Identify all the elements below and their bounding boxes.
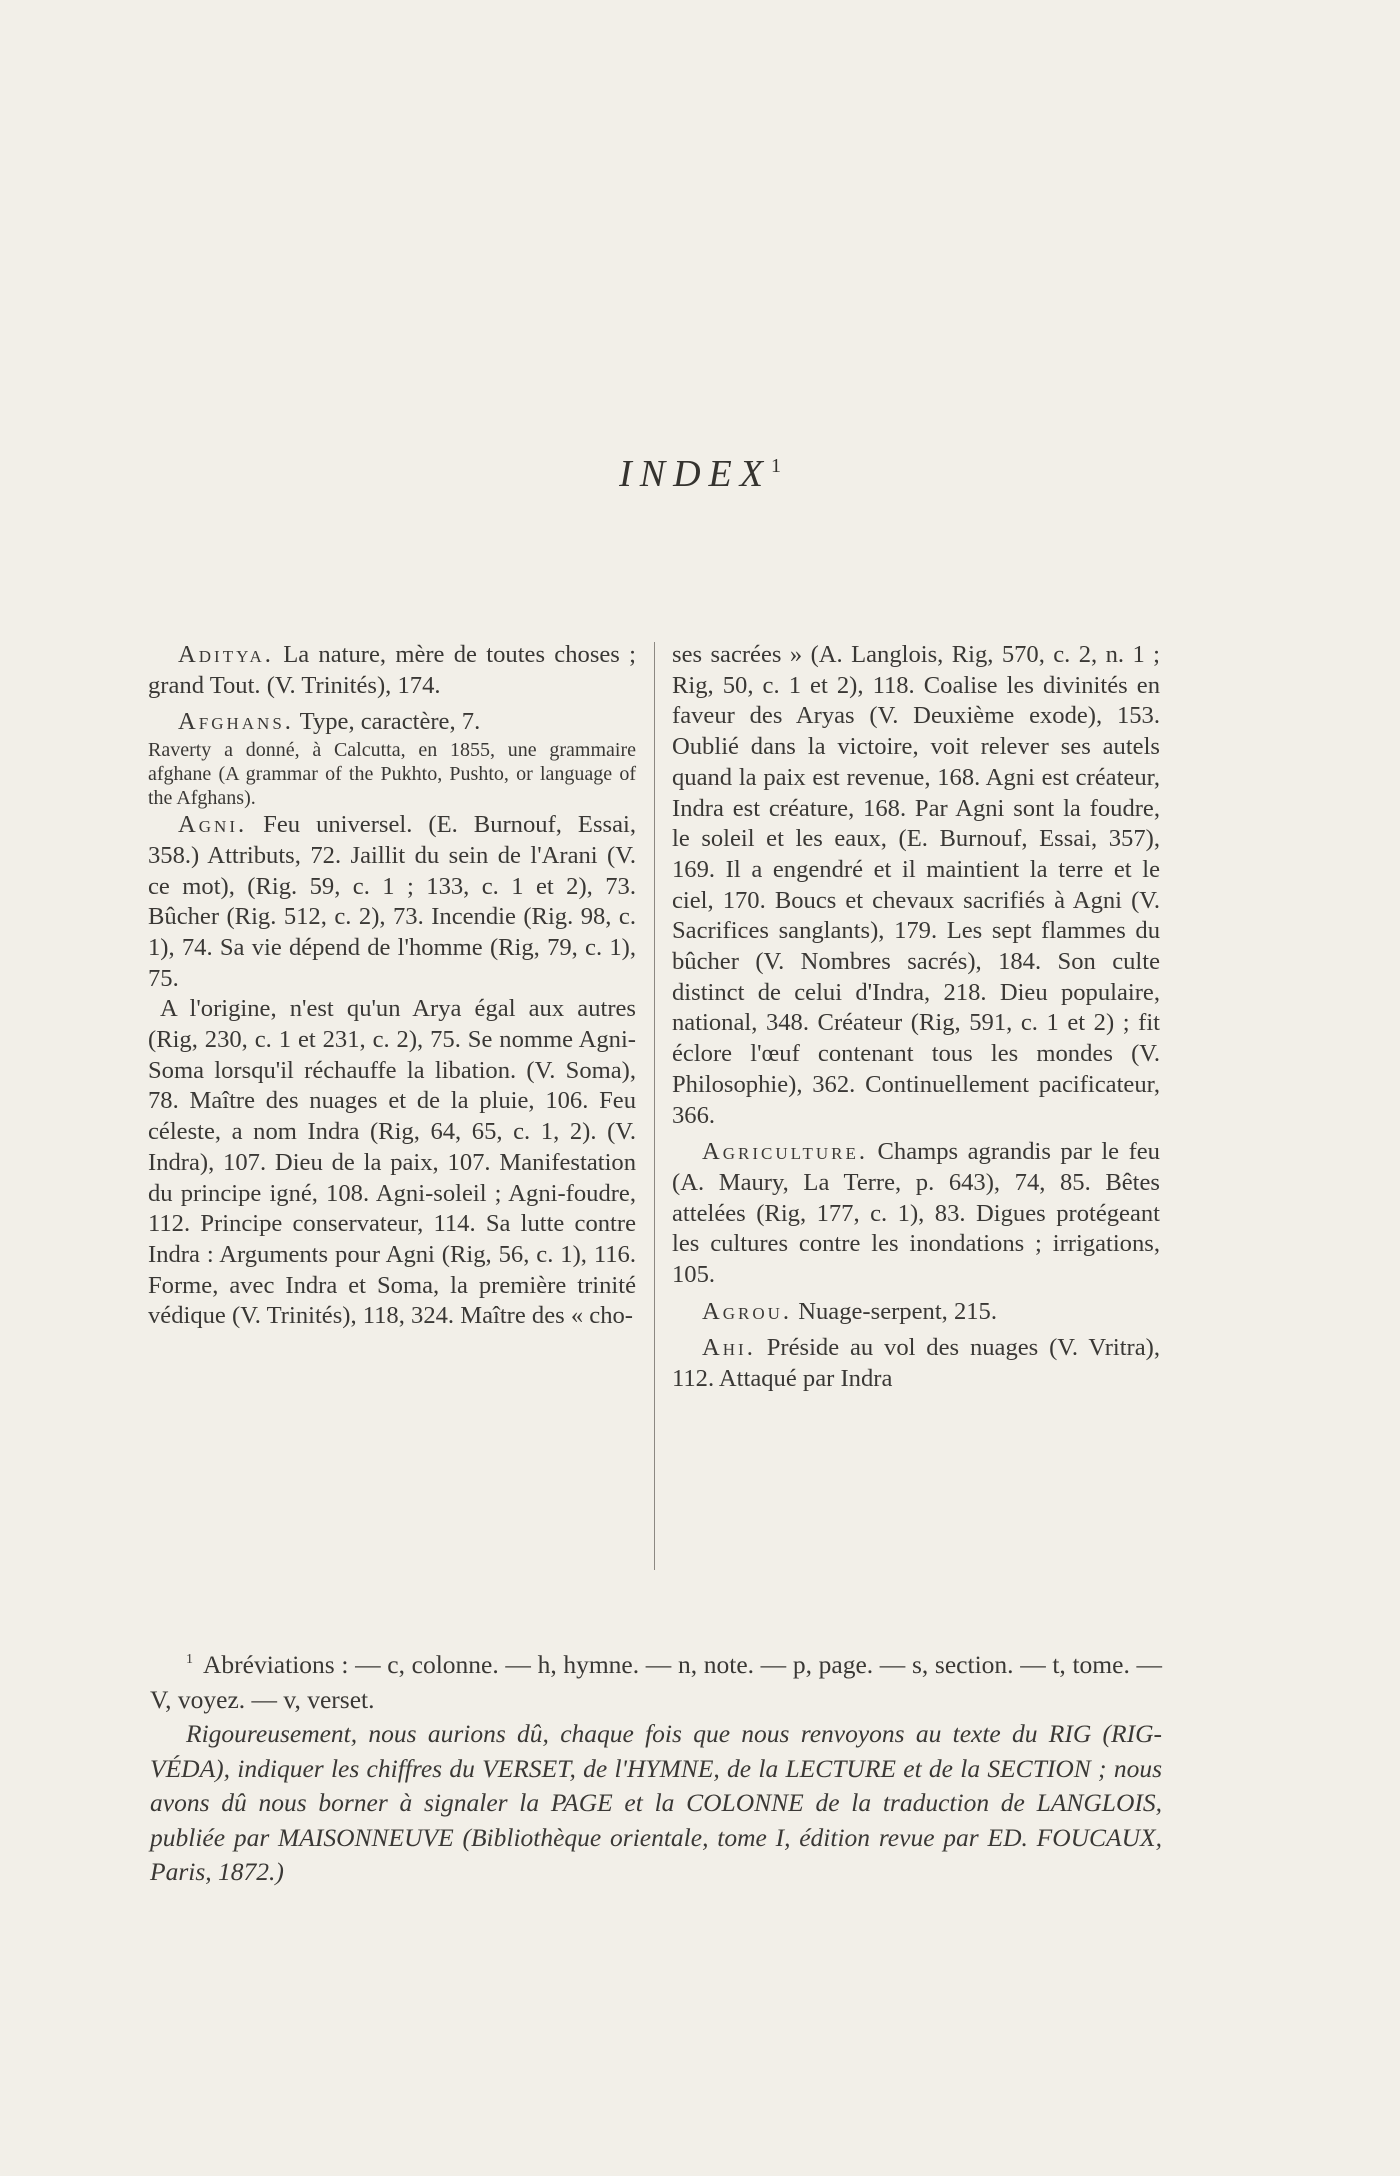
entry-note-afghans: Raverty a donné, à Calcutta, en 1855, une grammaire afghane (A grammar of the Pukhto, Pushto, or language of the Afghans). [148,739,636,810]
column-divider [654,642,655,1570]
index-entry-agriculture [672,1137,1160,1291]
index-entry-agni-paragraph: A l'origine, n'est qu'un Arya égal aux autres (Rig, 230, c. 1 et 231, c. 2), 75. Se nomme Agni-Soma lorsqu'il réchauffe la libation. (V. Soma), 78. Maître des nuages et de la pluie, 106. Feu céleste, a nom Indra (Rig, 64, 65, c. 1, 2). (V. Indra), 107. Dieu de la paix, 107. Manifestation du principe igné, 108. Agni-soleil ; Agni-foudre, 112. Principe conservateur, 114. Sa lutte contre Indra : Arguments pour Agni (Rig, 56, c. 1), 116. Forme, avec Indra et Soma, la première trinité védique (V. Trinités), 118, 324. Maître des « cho- [148,995,636,1330]
entry-text: Feu universel. (E. Burnouf, Essai, 358.) Attributs, 72. Jaillit du sein de l'Arani (V. ce mot), (Rig. 59, c. 1 ; 133, c. 1 et 2), 73. Bûcher (Rig. 512, c. 2), 73. Incendie (Rig. 98, c. 1), 74. Sa vie dépend de l'homme (Rig, 79, c. 1), 75. [148,811,636,992]
entry-head: Ahi. [702,1334,756,1362]
entry-head: Afghans. [178,708,294,736]
entry-head: Agni. [178,811,248,839]
title-footnote-mark: 1 [770,455,781,477]
footnote-remark: Rigoureusement, nous aurions dû, chaque fois que nous renvoyons au texte du RIG (RIG-VÉDA), indiquer les chiffres du VERSET, de l'HYMNE, de la LECTURE et de la SECTION ; nous avons dû nous borner à signaler la PAGE et la COLONNE de la traduction de LANGLOIS, publiée par MAISONNEUVE (Bibliothèque orientale, tome I, édition revue par ED. FOUCAUX, Paris, 1872.) [150,1719,1162,1886]
index-entry-afghans [148,707,636,738]
index-entry-agni-continued: ses sacrées » (A. Langlois, Rig, 570, c. 2, n. 1 ; Rig, 50, c. 1 et 2), 118. Coalise les divinités en faveur des Aryas (V. Deuxième exode), 153. Oublié dans la victoire, voit relever ses autels quand la paix est revenue, 168. Agni est créateur, Indra est créature, 168. Par Agni sont la foudre, le soleil et les eaux, (E. Burnouf, Essai, 357), 169. Il a engendré et il maintient la terre et le ciel, 170. Boucs et chevaux sacrifiés à Agni (V. Sacrifices sanglants), 179. Les sept flammes du bûcher (V. Nombres sacrés), 184. Son culte distinct de celui d'Indra, 218. Dieu populaire, national, 348. Créateur (Rig, 591, c. 1 et 2) ; fit éclore l'œuf contenant tous les mondes (V. Philosophie), 362. Continuellement pacificateur, 366. [672,641,1160,1129]
footnote-abbreviations [150,1643,1162,1717]
index-entry-aditya [148,640,636,701]
right-column [672,640,1160,1395]
entry-head: Agriculture. [702,1138,869,1166]
entry-text: La nature, mère de toutes choses ; grand Tout. (V. Trinités), 174. [148,641,636,699]
footnote-mark: 1 [186,1652,193,1667]
entry-text: Nuage-serpent, 215. [798,1297,997,1325]
index-entry-agrou [672,1297,1160,1328]
left-column [148,640,636,1332]
entry-text: Champs agrandis par le feu (A. Maury, La Terre, p. 643), 74, 85. Bêtes attelées (Rig, 177, c. 1), 83. Digues protégeant les cultures contre les inondations ; irrigations, 105. [672,1138,1160,1289]
footnote [150,1643,1162,1890]
footnote-abbreviations-text: Abréviations : — c, colonne. — h, hymne. — n, note. — p, page. — s, section. — t, tome. — V, voyez. — v, verset. [150,1650,1162,1714]
entry-text: Type, caractère, 7. [299,708,481,736]
page-title-text: INDEX [619,453,771,495]
entry-head: Aditya. [178,641,274,668]
page-title [0,452,1400,496]
index-entry-ahi [672,1333,1160,1394]
index-entry-agni [148,810,636,994]
entry-head: Agrou. [702,1297,793,1325]
index-columns [148,640,1160,1570]
entry-text: Préside au vol des nuages (V. Vritra), 112. Attaqué par Indra [672,1334,1160,1393]
